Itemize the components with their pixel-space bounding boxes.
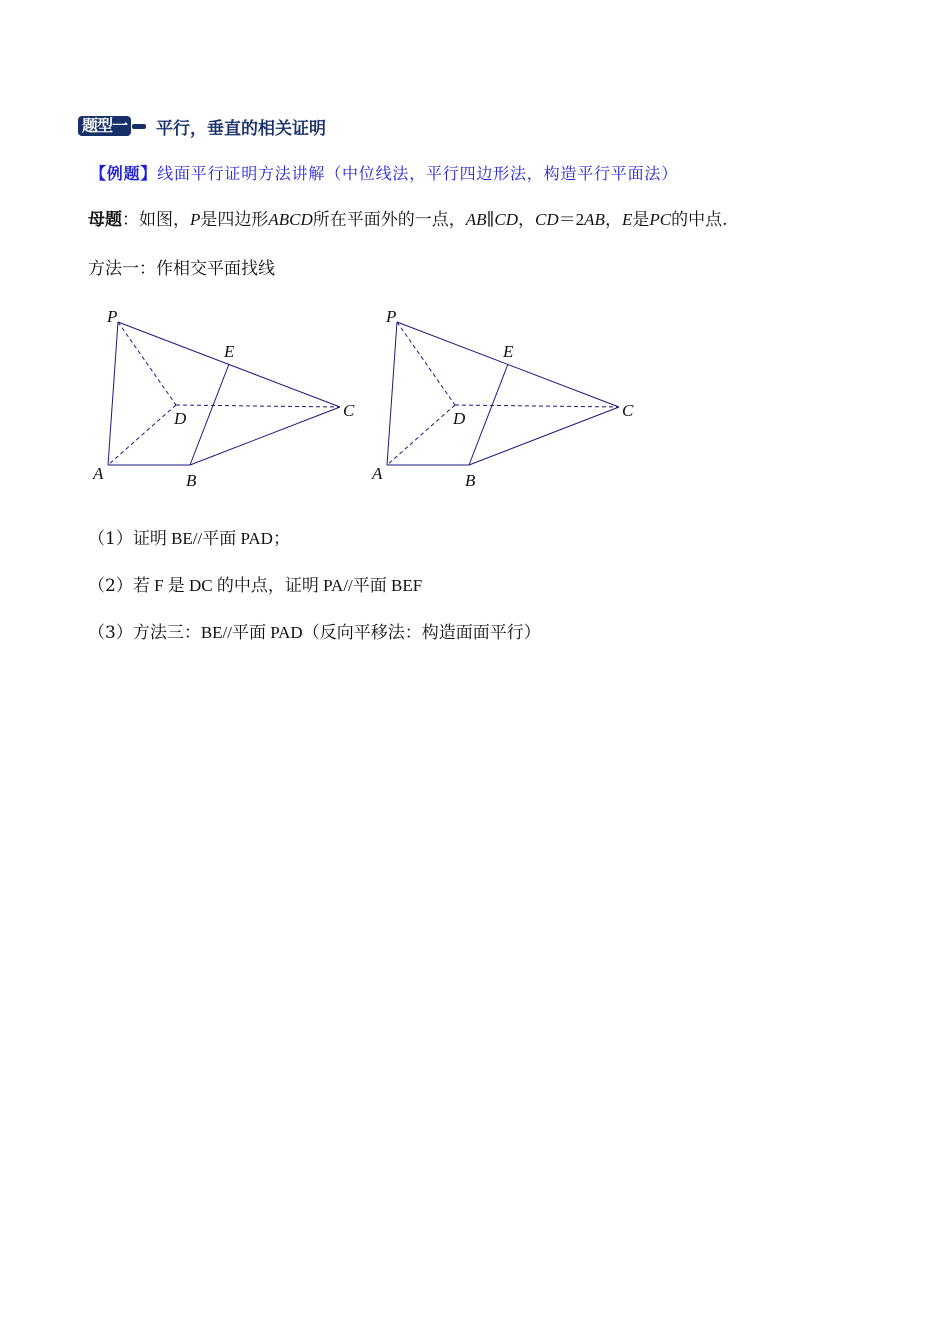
label-D: D	[174, 409, 187, 428]
method-one-label: 方法一：作相交平面找线	[88, 259, 275, 279]
edge-BC	[469, 407, 619, 465]
question-text: 方法三：BE//平面 PAD（反向平移法：构造面面平行）	[132, 623, 541, 642]
problem-label: 母题	[88, 210, 122, 230]
label-D: D	[453, 409, 466, 428]
question-number: （3）	[88, 623, 133, 643]
hidden-edge-DC	[176, 405, 340, 407]
label-E: E	[503, 342, 514, 361]
label-C: C	[622, 401, 634, 420]
hidden-edge-DC	[455, 405, 619, 407]
hidden-edge-DA	[387, 405, 455, 465]
pyramid-diagram	[90, 300, 370, 500]
label-P: P	[386, 307, 397, 326]
section-badge: 题型一	[78, 116, 131, 136]
label-P: P	[107, 307, 118, 326]
problem-statement: 母题：如图，P是四边形ABCD所在平面外的一点，AB∥CD，CD＝2AB，E是PC的中点.	[88, 210, 728, 230]
hidden-edge-PD	[118, 322, 176, 405]
label-C: C	[343, 401, 355, 420]
hidden-edge-PD	[397, 322, 455, 405]
pyramid-diagram	[369, 300, 649, 500]
example-heading	[90, 161, 678, 184]
section-title-text: 平行，垂直的相关证明	[156, 118, 327, 139]
edge-BC	[190, 407, 340, 465]
hidden-edge-DA	[108, 405, 176, 465]
example-tag: 【例题】	[90, 164, 158, 183]
pyramid-figure-2	[369, 300, 649, 500]
edge-PA	[387, 322, 397, 465]
question-1	[88, 524, 290, 549]
question-number: （2）	[88, 576, 133, 596]
question-text: 若 F 是 DC 的中点，证明 PA//平面 BEF	[132, 576, 423, 595]
edge-PA	[108, 322, 118, 465]
point-P: P	[190, 210, 201, 229]
question-3	[88, 618, 541, 643]
label-A: A	[93, 464, 104, 483]
question-number: （1）	[88, 529, 133, 549]
label-A: A	[372, 464, 383, 483]
section-heading	[78, 114, 326, 138]
question-2	[88, 571, 422, 596]
label-B: B	[465, 471, 476, 490]
quad-ABCD: ABCD	[268, 210, 313, 229]
segment-BE	[190, 364, 229, 465]
segment-BE	[469, 364, 508, 465]
badge-tail-decoration	[132, 124, 146, 129]
label-E: E	[224, 342, 235, 361]
label-B: B	[186, 471, 197, 490]
question-text: 证明 BE//平面 PAD；	[132, 529, 290, 548]
pyramid-figure-1	[90, 300, 370, 500]
parallel-symbol: ∥	[486, 210, 495, 229]
example-text: 线面平行证明方法讲解（中位线法，平行四边形法，构造平行平面法）	[157, 164, 679, 183]
